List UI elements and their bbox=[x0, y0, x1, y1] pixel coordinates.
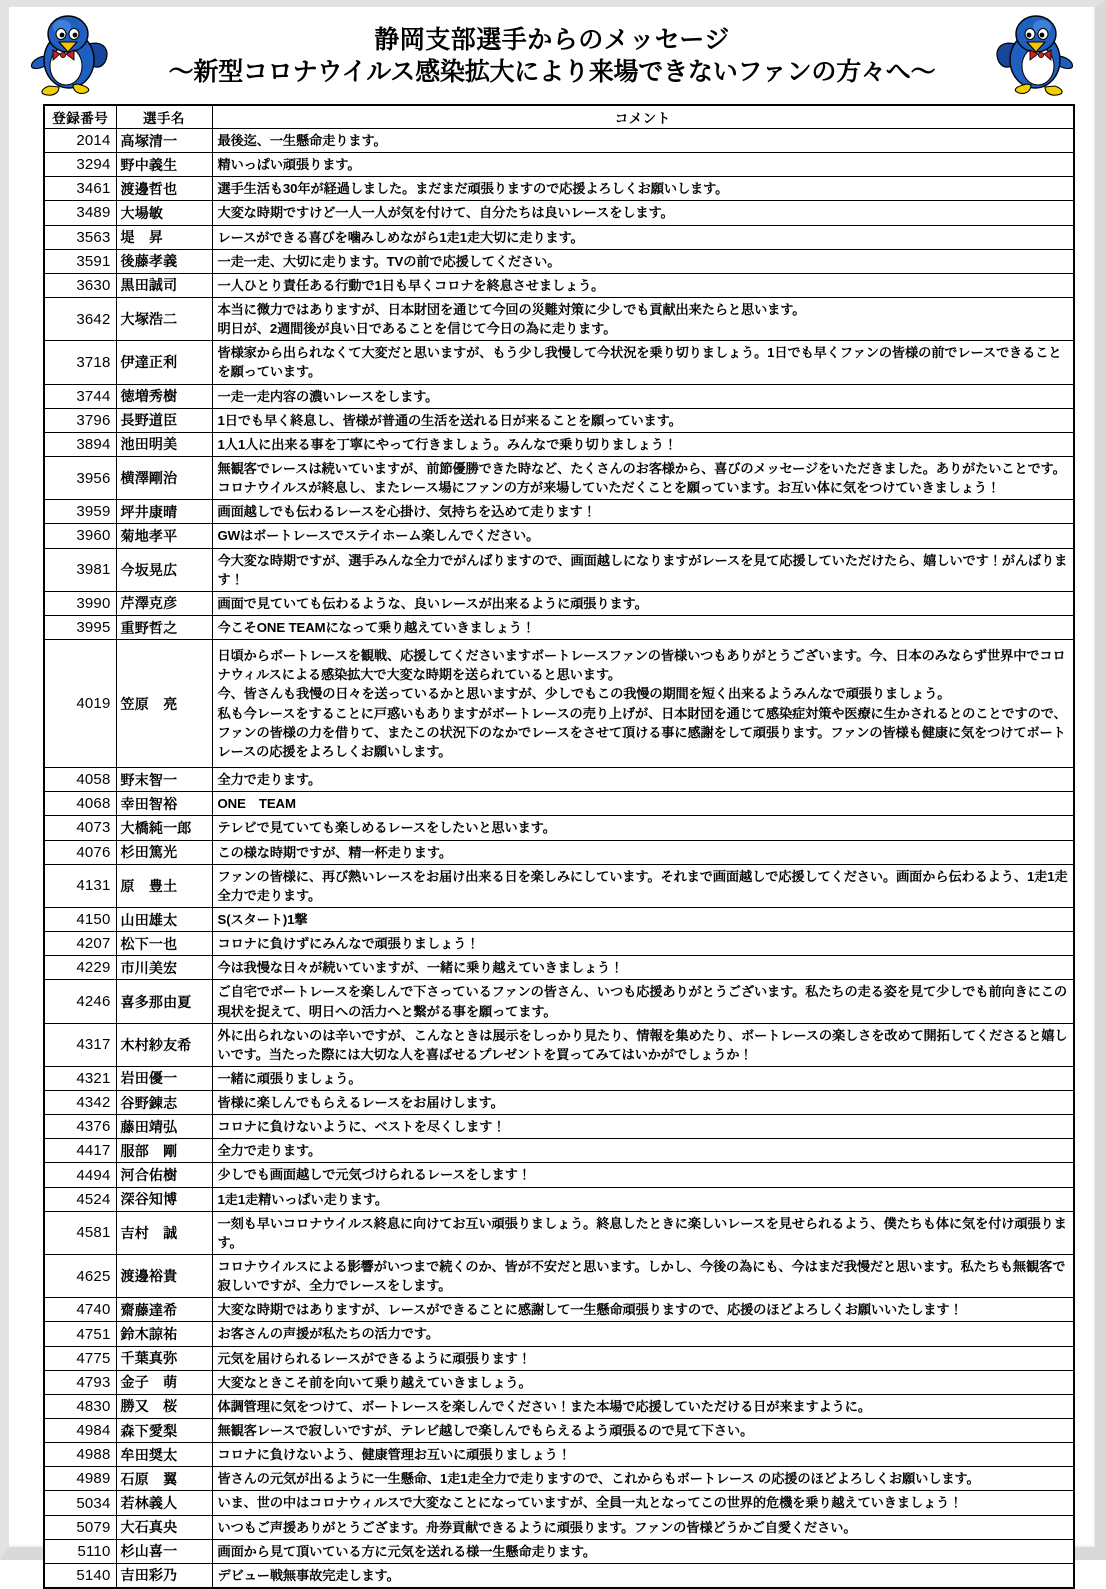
cell-comment bbox=[212, 548, 1074, 591]
comment-line: 大変な時期ではありますが、レースができることに感謝して一生懸命頑張りますので、応援のほどよろしくお願いいたします！ bbox=[217, 1302, 963, 1318]
comment-line: 選手生活も30年が経過しました。まだまだ頑張りますので応援よろしくお願いします。 bbox=[217, 181, 729, 197]
cell-comment bbox=[212, 640, 1074, 768]
comment-line: コロナに負けないように、ベストを尽くします！ bbox=[217, 1119, 506, 1135]
table-row bbox=[44, 864, 1074, 907]
comment-line: テレビで見ていても楽しめるレースをしたいと思います。 bbox=[217, 820, 556, 836]
table-row bbox=[44, 768, 1074, 792]
cell-registration-number: 4751 bbox=[44, 1322, 116, 1346]
cell-registration-number: 3630 bbox=[44, 273, 116, 297]
cell-comment bbox=[212, 1023, 1074, 1066]
comment-line: ご自宅でボートレースを楽しんで下さっているファンの皆さん、いつも応援ありがとうございます。私たちの走る姿を見て少しでも前向きにこの現状を捉えて、明日への活力へと繋がる事を願ってます。 bbox=[217, 984, 1067, 1019]
cell-player-name: 原 豊土 bbox=[116, 864, 212, 907]
table-row bbox=[44, 1346, 1074, 1370]
messages-table bbox=[43, 104, 1075, 1589]
cell-player-name: 大塚浩二 bbox=[116, 297, 212, 340]
table-row bbox=[44, 1139, 1074, 1163]
table-row bbox=[44, 1023, 1074, 1066]
comment-line: 一刻も早いコロナウイルス終息に向けてお互い頑張りましょう。終息したときに楽しいレースを見せられるよう、僕たちも体に気を付け頑張ります。 bbox=[217, 1215, 1067, 1250]
comment-line: 無観客でレースは続いていますが、前節優勝できた時など、たくさんのお客様から、喜びのメッセージをいただきました。ありがたいことです。コロナウイルスが終息し、またレース場にファンの方が来場していただくことを願っています。お互い体に気をつけていきましょう！ bbox=[217, 460, 1066, 496]
cell-comment bbox=[212, 591, 1074, 615]
comment-line: 本当に微力ではありますが、日本財団を通じて今回の災難対策に少しでも貢献出来たらと思います。 bbox=[217, 301, 806, 317]
page-inner bbox=[9, 7, 1095, 1584]
column-header-comment: コメント bbox=[212, 105, 1074, 129]
comment-line: いつもご声援ありがとうござます。舟券貢献できるように頑張ります。ファンの皆様どうかご自愛ください。 bbox=[217, 1519, 857, 1535]
comment-line: ONE TEAM bbox=[217, 796, 296, 812]
cell-comment bbox=[212, 1419, 1074, 1443]
cell-player-name: 鈴木諒祐 bbox=[116, 1322, 212, 1346]
comment-line: 私も今レースをすることに戸惑いもありますがボートレースの売り上げが、日本財団を通じて感染症対策や医療に生かされるとのことですので、ファンの皆様の力を借りて、またこの状況下のなかでレースをさせて頂ける事に感謝をして頑張ります。ファンの皆様も健康に気をつけてボートレースの応援をよろしくお願いします。 bbox=[217, 705, 1067, 759]
cell-comment bbox=[212, 864, 1074, 907]
cell-player-name: 後藤孝義 bbox=[116, 249, 212, 273]
cell-player-name: 河合佑樹 bbox=[116, 1163, 212, 1187]
cell-player-name: 芹澤克彦 bbox=[116, 591, 212, 615]
cell-player-name: 黒田誠司 bbox=[116, 273, 212, 297]
cell-player-name: 笠原 亮 bbox=[116, 640, 212, 768]
table-row bbox=[44, 1443, 1074, 1467]
comment-line: 今は我慢な日々が続いていますが、一緒に乗り越えていきましょう！ bbox=[217, 960, 624, 976]
cell-player-name: 市川美宏 bbox=[116, 956, 212, 980]
table-row bbox=[44, 1322, 1074, 1346]
cell-player-name: 堤 昇 bbox=[116, 225, 212, 249]
cell-player-name: 齋藤達希 bbox=[116, 1298, 212, 1322]
cell-comment bbox=[212, 1563, 1074, 1588]
cell-player-name: 松下一也 bbox=[116, 932, 212, 956]
table-row bbox=[44, 341, 1074, 384]
cell-registration-number: 5140 bbox=[44, 1563, 116, 1588]
cell-comment bbox=[212, 177, 1074, 201]
cell-registration-number: 3461 bbox=[44, 177, 116, 201]
cell-registration-number: 3718 bbox=[44, 341, 116, 384]
cell-comment bbox=[212, 816, 1074, 840]
cell-comment bbox=[212, 615, 1074, 639]
cell-registration-number: 4376 bbox=[44, 1115, 116, 1139]
document-title-block bbox=[123, 24, 981, 88]
comment-line: 1人1人に出来る事を丁寧にやって行きましょう。みんなで乗り切りましょう！ bbox=[217, 436, 677, 452]
cell-player-name: 野末智一 bbox=[116, 768, 212, 792]
cell-player-name: 谷野錬志 bbox=[116, 1091, 212, 1115]
table-row bbox=[44, 932, 1074, 956]
cell-registration-number: 4058 bbox=[44, 768, 116, 792]
cell-player-name: 大橋純一郎 bbox=[116, 816, 212, 840]
comment-line: この様な時期ですが、精一杯走ります。 bbox=[217, 844, 453, 860]
cell-comment bbox=[212, 225, 1074, 249]
column-header-registration-number: 登録番号 bbox=[44, 105, 116, 129]
cell-comment bbox=[212, 408, 1074, 432]
cell-comment bbox=[212, 932, 1074, 956]
cell-player-name: 徳増秀樹 bbox=[116, 384, 212, 408]
cell-player-name: 石原 翼 bbox=[116, 1467, 212, 1491]
comment-line: 一緒に頑張りましょう。 bbox=[217, 1070, 362, 1086]
comment-line: お客さんの声援が私たちの活力です。 bbox=[217, 1326, 439, 1342]
cell-registration-number: 3960 bbox=[44, 524, 116, 548]
cell-player-name: 長野道臣 bbox=[116, 408, 212, 432]
table-row bbox=[44, 548, 1074, 591]
cell-comment bbox=[212, 768, 1074, 792]
comment-line: 日頃からボートレースを観戦、応援してくださいますボートレースファンの皆様いつもありがとうございます。今、日本のみならず世界中でコロナウィルスによる感染拡大で大変な時期を送られていると思います。 bbox=[217, 648, 1066, 683]
cell-comment bbox=[212, 1255, 1074, 1298]
cell-player-name: 杉田篤光 bbox=[116, 840, 212, 864]
comment-line: 無観客レースで寂しいですが、テレビ越しで楽しんでもらえるよう頑張るので見て下さい。 bbox=[217, 1423, 754, 1439]
cell-registration-number: 4625 bbox=[44, 1255, 116, 1298]
table-row bbox=[44, 1394, 1074, 1418]
cell-player-name: 金子 萌 bbox=[116, 1370, 212, 1394]
cell-player-name: 今坂晃広 bbox=[116, 548, 212, 591]
table-row bbox=[44, 524, 1074, 548]
cell-comment bbox=[212, 1187, 1074, 1211]
cell-registration-number: 4830 bbox=[44, 1394, 116, 1418]
cell-comment bbox=[212, 201, 1074, 225]
cell-registration-number: 4076 bbox=[44, 840, 116, 864]
cell-player-name: 千葉真弥 bbox=[116, 1346, 212, 1370]
cell-registration-number: 3894 bbox=[44, 432, 116, 456]
table-row bbox=[44, 792, 1074, 816]
cell-registration-number: 3990 bbox=[44, 591, 116, 615]
cell-comment bbox=[212, 1163, 1074, 1187]
table-row bbox=[44, 1163, 1074, 1187]
cell-player-name: 喜多那由夏 bbox=[116, 980, 212, 1023]
cell-comment bbox=[212, 1211, 1074, 1254]
table-row bbox=[44, 1563, 1074, 1588]
table-row bbox=[44, 1370, 1074, 1394]
comment-line: 外に出られないのは辛いですが、こんなときは展示をしっかり見たり、情報を集めたり、ボートレースの楽しさを改めて開拓してくださると嬉しいです。当たった際には大切な人を喜ばせるプレゼントを買ってみてはいかがでしょうか！ bbox=[217, 1027, 1068, 1062]
cell-registration-number: 4342 bbox=[44, 1091, 116, 1115]
cell-registration-number: 4740 bbox=[44, 1298, 116, 1322]
blue-penguin-mascot-right-icon bbox=[981, 10, 1085, 102]
comment-line: 精いっぱい頑張ります。 bbox=[217, 157, 361, 173]
cell-comment bbox=[212, 980, 1074, 1023]
table-row bbox=[44, 273, 1074, 297]
table-row bbox=[44, 129, 1074, 153]
cell-comment bbox=[212, 432, 1074, 456]
cell-registration-number: 4073 bbox=[44, 816, 116, 840]
cell-registration-number: 4775 bbox=[44, 1346, 116, 1370]
cell-registration-number: 4150 bbox=[44, 907, 116, 931]
cell-player-name: 杉山喜一 bbox=[116, 1539, 212, 1563]
table-row bbox=[44, 153, 1074, 177]
cell-comment bbox=[212, 1515, 1074, 1539]
cell-comment bbox=[212, 1115, 1074, 1139]
cell-registration-number: 3489 bbox=[44, 201, 116, 225]
cell-comment bbox=[212, 1370, 1074, 1394]
table-header bbox=[44, 105, 1074, 129]
table-row bbox=[44, 249, 1074, 273]
cell-player-name: 渡邊哲也 bbox=[116, 177, 212, 201]
cell-registration-number: 5110 bbox=[44, 1539, 116, 1563]
cell-registration-number: 3563 bbox=[44, 225, 116, 249]
cell-comment bbox=[212, 1298, 1074, 1322]
comment-line: 1走1走精いっぱい走ります。 bbox=[217, 1191, 388, 1207]
comment-line: 明日が、2週間後が良い日であることを信じて今日の為に走ります。 bbox=[217, 321, 617, 337]
cell-registration-number: 4793 bbox=[44, 1370, 116, 1394]
comment-line: 体調管理に気をつけて、ボートレースを楽しんでください！また本場で応援していただける日が来ますように。 bbox=[217, 1398, 871, 1414]
cell-comment bbox=[212, 384, 1074, 408]
comment-line: GWはボートレースでステイホーム楽しんでください。 bbox=[217, 528, 540, 544]
comment-line: 今大変な時期ですが、選手みんな全力でがんばりますので、画面越しになりますがレースを見て応援していただけたら、嬉しいです！がんばります！ bbox=[217, 552, 1068, 587]
cell-registration-number: 4317 bbox=[44, 1023, 116, 1066]
cell-comment bbox=[212, 1443, 1074, 1467]
comment-line: デビュー戦無事故完走します。 bbox=[217, 1567, 400, 1583]
comment-line: S(スタート)1撃 bbox=[217, 911, 308, 927]
cell-player-name: 森下愛梨 bbox=[116, 1419, 212, 1443]
cell-player-name: 菊地孝平 bbox=[116, 524, 212, 548]
table-row bbox=[44, 956, 1074, 980]
cell-comment bbox=[212, 1066, 1074, 1090]
table-row bbox=[44, 1066, 1074, 1090]
comment-line: いま、世の中はコロナウィルスで大変なことになっていますが、全員一丸となってこの世界的危機を乗り越えていきましょう！ bbox=[217, 1495, 963, 1511]
cell-player-name: 渡邊裕貴 bbox=[116, 1255, 212, 1298]
table-row bbox=[44, 980, 1074, 1023]
comment-line: 皆様に楽しんでもらえるレースをお届けします。 bbox=[217, 1095, 504, 1111]
cell-player-name: 吉田彩乃 bbox=[116, 1563, 212, 1588]
comment-line: 画面から見て頂いている方に元気を送れる様一生懸命走ります。 bbox=[217, 1543, 596, 1559]
comment-line: レースができる喜びを噛みしめながら1走1走大切に走ります。 bbox=[217, 229, 584, 245]
comment-line: 一走一走内容の濃いレースをします。 bbox=[217, 388, 439, 404]
cell-registration-number: 4131 bbox=[44, 864, 116, 907]
cell-registration-number: 5079 bbox=[44, 1515, 116, 1539]
cell-comment bbox=[212, 456, 1074, 499]
cell-player-name: 深谷知博 bbox=[116, 1187, 212, 1211]
cell-player-name: 岩田優一 bbox=[116, 1066, 212, 1090]
table-row bbox=[44, 500, 1074, 524]
cell-registration-number: 4229 bbox=[44, 956, 116, 980]
table-row bbox=[44, 432, 1074, 456]
table-row bbox=[44, 816, 1074, 840]
table-row bbox=[44, 201, 1074, 225]
cell-registration-number: 4321 bbox=[44, 1066, 116, 1090]
blue-penguin-mascot-left-icon bbox=[19, 10, 123, 102]
cell-player-name: 牟田奨太 bbox=[116, 1443, 212, 1467]
comment-line: 最後迄、一生懸命走ります。 bbox=[217, 133, 387, 148]
cell-registration-number: 4246 bbox=[44, 980, 116, 1023]
comment-line: コロナに負けないよう、健康管理お互いに頑張りましょう！ bbox=[217, 1447, 571, 1463]
cell-registration-number: 3995 bbox=[44, 615, 116, 639]
cell-registration-number: 4417 bbox=[44, 1139, 116, 1163]
cell-registration-number: 4989 bbox=[44, 1467, 116, 1491]
table-row bbox=[44, 1187, 1074, 1211]
table-row bbox=[44, 1419, 1074, 1443]
comment-line: 画面で見ていても伝わるような、良いレースが出来るように頑張ります。 bbox=[217, 595, 648, 611]
comment-line: 元気を届けられるレースができるように頑張ります！ bbox=[217, 1350, 531, 1366]
cell-registration-number: 3294 bbox=[44, 153, 116, 177]
cell-player-name: 勝又 桜 bbox=[116, 1394, 212, 1418]
cell-comment bbox=[212, 792, 1074, 816]
cell-player-name: 大石真央 bbox=[116, 1515, 212, 1539]
cell-registration-number: 4984 bbox=[44, 1419, 116, 1443]
cell-comment bbox=[212, 153, 1074, 177]
cell-registration-number: 3959 bbox=[44, 500, 116, 524]
cell-registration-number: 4581 bbox=[44, 1211, 116, 1254]
cell-registration-number: 2014 bbox=[44, 129, 116, 153]
comment-line: 一走一走、大切に走ります。TVの前で応援してください。 bbox=[217, 253, 561, 269]
table-row bbox=[44, 225, 1074, 249]
table-row bbox=[44, 1211, 1074, 1254]
comment-line: 大変なときこそ前を向いて乗り越えていきましょう。 bbox=[217, 1374, 532, 1390]
cell-registration-number: 4068 bbox=[44, 792, 116, 816]
cell-comment bbox=[212, 249, 1074, 273]
cell-comment bbox=[212, 129, 1074, 153]
table-row bbox=[44, 615, 1074, 639]
cell-comment bbox=[212, 341, 1074, 384]
table-row bbox=[44, 1115, 1074, 1139]
cell-player-name: 幸田智裕 bbox=[116, 792, 212, 816]
table-row bbox=[44, 1491, 1074, 1515]
cell-comment bbox=[212, 840, 1074, 864]
table-body bbox=[44, 129, 1074, 1589]
cell-player-name: 藤田靖弘 bbox=[116, 1115, 212, 1139]
document-title-subtitle: ～新型コロナウイルス感染拡大により来場できないファンの方々へ～ bbox=[168, 57, 936, 86]
table-row bbox=[44, 1467, 1074, 1491]
cell-player-name: 坪井康晴 bbox=[116, 500, 212, 524]
table-header-row bbox=[44, 105, 1074, 129]
cell-comment bbox=[212, 500, 1074, 524]
comment-line: 大変な時期ですけど一人一人が気を付けて、自分たちは良いレースをします。 bbox=[217, 205, 674, 221]
column-header-player-name: 選手名 bbox=[116, 105, 212, 129]
cell-player-name: 高塚清一 bbox=[116, 129, 212, 153]
comment-line: 一人ひとり責任ある行動で1日も早くコロナを終息させましょう。 bbox=[217, 277, 605, 293]
cell-comment bbox=[212, 1091, 1074, 1115]
cell-player-name: 山田雄太 bbox=[116, 907, 212, 931]
messages-table-container bbox=[9, 104, 1095, 1589]
table-row bbox=[44, 384, 1074, 408]
cell-comment bbox=[212, 1322, 1074, 1346]
cell-registration-number: 3796 bbox=[44, 408, 116, 432]
table-row bbox=[44, 907, 1074, 931]
cell-comment bbox=[212, 273, 1074, 297]
cell-registration-number: 4988 bbox=[44, 1443, 116, 1467]
table-row bbox=[44, 408, 1074, 432]
cell-player-name: 服部 剛 bbox=[116, 1139, 212, 1163]
comment-line: 全力で走ります。 bbox=[217, 1143, 322, 1159]
comment-line: 1日でも早く終息し、皆様が普通の生活を送れる日が来ることを願っています。 bbox=[217, 412, 682, 428]
cell-registration-number: 3956 bbox=[44, 456, 116, 499]
cell-registration-number: 4494 bbox=[44, 1163, 116, 1187]
cell-comment bbox=[212, 1346, 1074, 1370]
cell-player-name: 横澤剛治 bbox=[116, 456, 212, 499]
cell-player-name: 野中義生 bbox=[116, 153, 212, 177]
cell-registration-number: 4524 bbox=[44, 1187, 116, 1211]
comment-line: 皆様家から出られなくて大変だと思いますが、もう少し我慢して今状況を乗り切りましょう。1日でも早くファンの皆様の前でレースできることを願っています。 bbox=[217, 345, 1062, 380]
document-title-primary: 静岡支部選手からのメッセージ bbox=[374, 25, 730, 54]
table-row bbox=[44, 297, 1074, 340]
cell-player-name: 池田明美 bbox=[116, 432, 212, 456]
comment-line: 今こそONE TEAMになって乗り越えていきましょう！ bbox=[217, 619, 535, 635]
table-row bbox=[44, 1515, 1074, 1539]
comment-line: ファンの皆様に、再び熱いレースをお届け出来る日を楽しみにしています。それまで画面越しで応援してください。画面から伝わるよう、1走1走全力で走ります。 bbox=[217, 868, 1068, 903]
cell-player-name: 吉村 誠 bbox=[116, 1211, 212, 1254]
cell-player-name: 大場敏 bbox=[116, 201, 212, 225]
cell-player-name: 重野哲之 bbox=[116, 615, 212, 639]
table-row bbox=[44, 840, 1074, 864]
table-row bbox=[44, 591, 1074, 615]
cell-comment bbox=[212, 1139, 1074, 1163]
cell-comment bbox=[212, 956, 1074, 980]
table-row bbox=[44, 1091, 1074, 1115]
cell-comment bbox=[212, 1491, 1074, 1515]
table-row bbox=[44, 177, 1074, 201]
cell-comment bbox=[212, 1394, 1074, 1418]
cell-registration-number: 3744 bbox=[44, 384, 116, 408]
table-row bbox=[44, 1255, 1074, 1298]
table-row bbox=[44, 456, 1074, 499]
cell-comment bbox=[212, 297, 1074, 340]
cell-comment bbox=[212, 1467, 1074, 1491]
table-row bbox=[44, 640, 1074, 768]
cell-registration-number: 3591 bbox=[44, 249, 116, 273]
comment-line: 少しでも画面越しで元気づけられるレースをします！ bbox=[217, 1167, 531, 1183]
cell-comment bbox=[212, 524, 1074, 548]
table-row bbox=[44, 1298, 1074, 1322]
cell-player-name: 伊達正利 bbox=[116, 341, 212, 384]
comment-line: 皆さんの元気が出るように一生懸命、1走1走全力で走りますので、これからもボートレース の応援のほどよろしくお願いします。 bbox=[217, 1471, 980, 1487]
cell-registration-number: 3642 bbox=[44, 297, 116, 340]
cell-registration-number: 4019 bbox=[44, 640, 116, 768]
document-header bbox=[9, 7, 1095, 104]
comment-line: 全力で走ります。 bbox=[217, 772, 322, 788]
comment-line: 今、皆さんも我慢の日々を送っているかと思いますが、少しでもこの我慢の期間を短く出来るようみんなで頑張りましょう。 bbox=[217, 686, 951, 702]
comment-line: コロナに負けずにみんなで頑張りましょう！ bbox=[217, 936, 480, 952]
cell-registration-number: 4207 bbox=[44, 932, 116, 956]
cell-registration-number: 3981 bbox=[44, 548, 116, 591]
cell-comment bbox=[212, 907, 1074, 931]
cell-registration-number: 5034 bbox=[44, 1491, 116, 1515]
cell-player-name: 若林義人 bbox=[116, 1491, 212, 1515]
cell-player-name: 木村紗友希 bbox=[116, 1023, 212, 1066]
comment-line: コロナウイルスによる影響がいつまで続くのか、皆が不安だと思います。しかし、今後の為にも、今はまだ我慢だと思います。私たちも無観客で寂しいですが、全力でレースをします。 bbox=[217, 1259, 1066, 1294]
comment-line: 画面越しでも伝わるレースを心掛け、気持ちを込めて走ります！ bbox=[217, 504, 596, 520]
